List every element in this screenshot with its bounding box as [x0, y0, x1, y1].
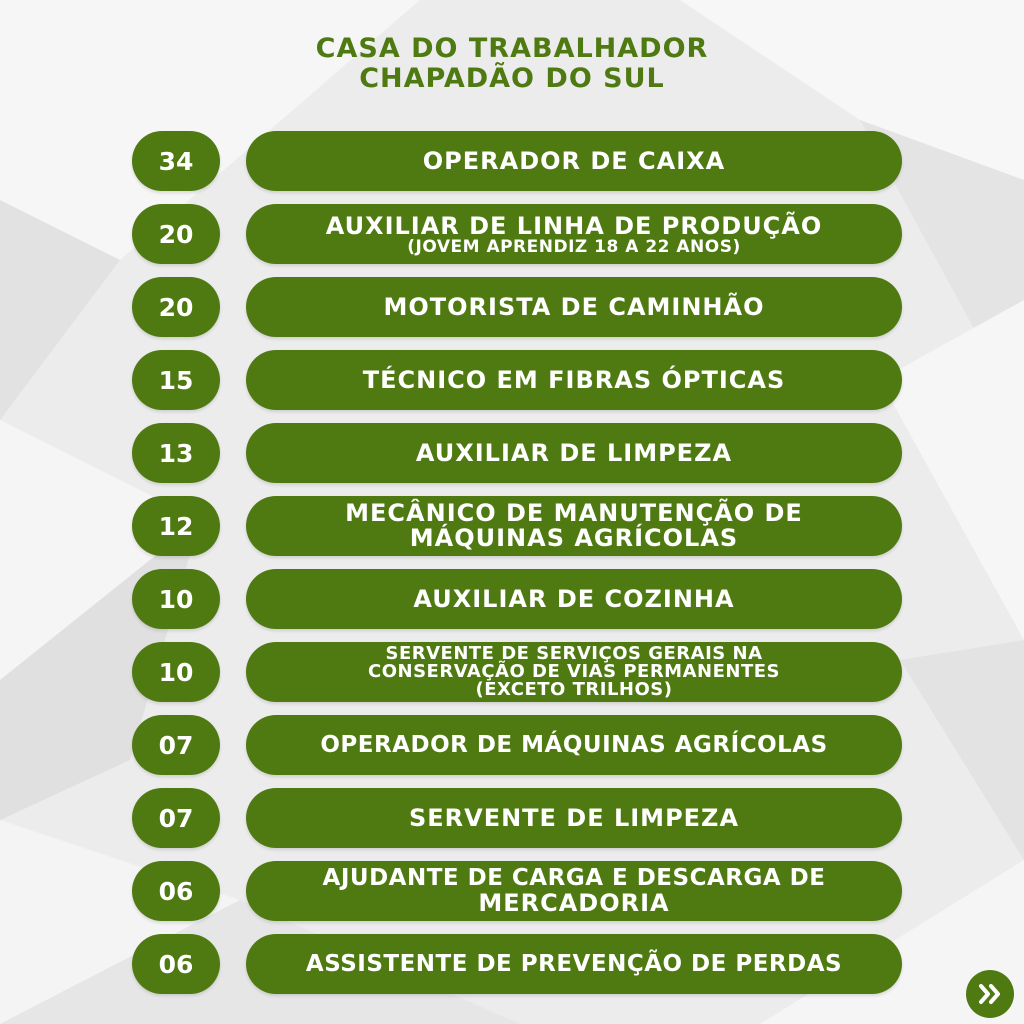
vacancy-count: 06	[132, 861, 220, 921]
job-title-line-2: MÁQUINAS AGRÍCOLAS	[409, 524, 739, 552]
job-title: OPERADOR DE CAIXA	[422, 146, 726, 175]
vacancy-count: 20	[132, 277, 220, 337]
job-row	[0, 861, 1024, 921]
job-title: OPERADOR DE MÁQUINAS AGRÍCOLAS	[320, 731, 828, 758]
job-title-pill	[246, 131, 902, 191]
vacancy-count: 10	[132, 569, 220, 629]
job-title-pill	[246, 423, 902, 483]
job-title: AUXILIAR DE COZINHA	[413, 584, 735, 613]
vacancy-count: 07	[132, 788, 220, 848]
job-title: AJUDANTE DE CARGA E DESCARGA DE	[322, 865, 826, 891]
job-title-line-2: MERCADORIA	[478, 889, 670, 917]
job-row	[0, 277, 1024, 337]
job-row	[0, 131, 1024, 191]
job-title: AUXILIAR DE LIMPEZA	[415, 438, 733, 467]
job-row	[0, 642, 1024, 702]
vacancy-count: 13	[132, 423, 220, 483]
job-title: ASSISTENTE DE PREVENÇÃO DE PERDAS	[305, 950, 843, 977]
job-title-pill	[246, 642, 902, 702]
job-row	[0, 350, 1024, 410]
job-row	[0, 423, 1024, 483]
page-title	[0, 34, 1024, 94]
job-row	[0, 204, 1024, 264]
job-row	[0, 788, 1024, 848]
job-title: MECÂNICO DE MANUTENÇÃO DE	[345, 499, 803, 527]
job-title-pill	[246, 496, 902, 556]
job-title-pill	[246, 715, 902, 775]
vacancy-count: 20	[132, 204, 220, 264]
next-button[interactable]	[966, 970, 1014, 1018]
job-title-pill	[246, 788, 902, 848]
job-title: TÉCNICO EM FIBRAS ÓPTICAS	[362, 365, 786, 394]
job-row	[0, 569, 1024, 629]
job-title-pill	[246, 204, 902, 264]
job-row	[0, 496, 1024, 556]
double-chevron-right-icon	[976, 980, 1004, 1008]
job-title-pill	[246, 934, 902, 994]
job-title-line-3: (EXCETO TRILHOS)	[475, 679, 673, 700]
job-row	[0, 715, 1024, 775]
job-title: SERVENTE DE LIMPEZA	[408, 803, 740, 832]
job-subtitle: (JOVEM APRENDIZ 18 A 22 ANOS)	[407, 236, 741, 257]
job-title: SERVENTE DE SERVIÇOS GERAIS NA	[385, 643, 763, 664]
vacancy-count: 15	[132, 350, 220, 410]
title-line-1: CASA DO TRABALHADOR	[315, 33, 709, 64]
vacancy-count: 07	[132, 715, 220, 775]
vacancy-count: 06	[132, 934, 220, 994]
job-title: MOTORISTA DE CAMINHÃO	[383, 292, 765, 321]
vacancy-count: 34	[132, 131, 220, 191]
vacancy-count: 10	[132, 642, 220, 702]
job-title-pill	[246, 277, 902, 337]
job-title-pill	[246, 569, 902, 629]
job-row	[0, 934, 1024, 994]
job-title-line-2: CONSERVAÇÃO DE VIAS PERMANENTES	[368, 661, 780, 682]
job-title: AUXILIAR DE LINHA DE PRODUÇÃO	[325, 211, 823, 240]
job-title-pill	[246, 350, 902, 410]
job-title-pill	[246, 861, 902, 921]
title-line-2: CHAPADÃO DO SUL	[359, 63, 665, 94]
vacancy-count: 12	[132, 496, 220, 556]
